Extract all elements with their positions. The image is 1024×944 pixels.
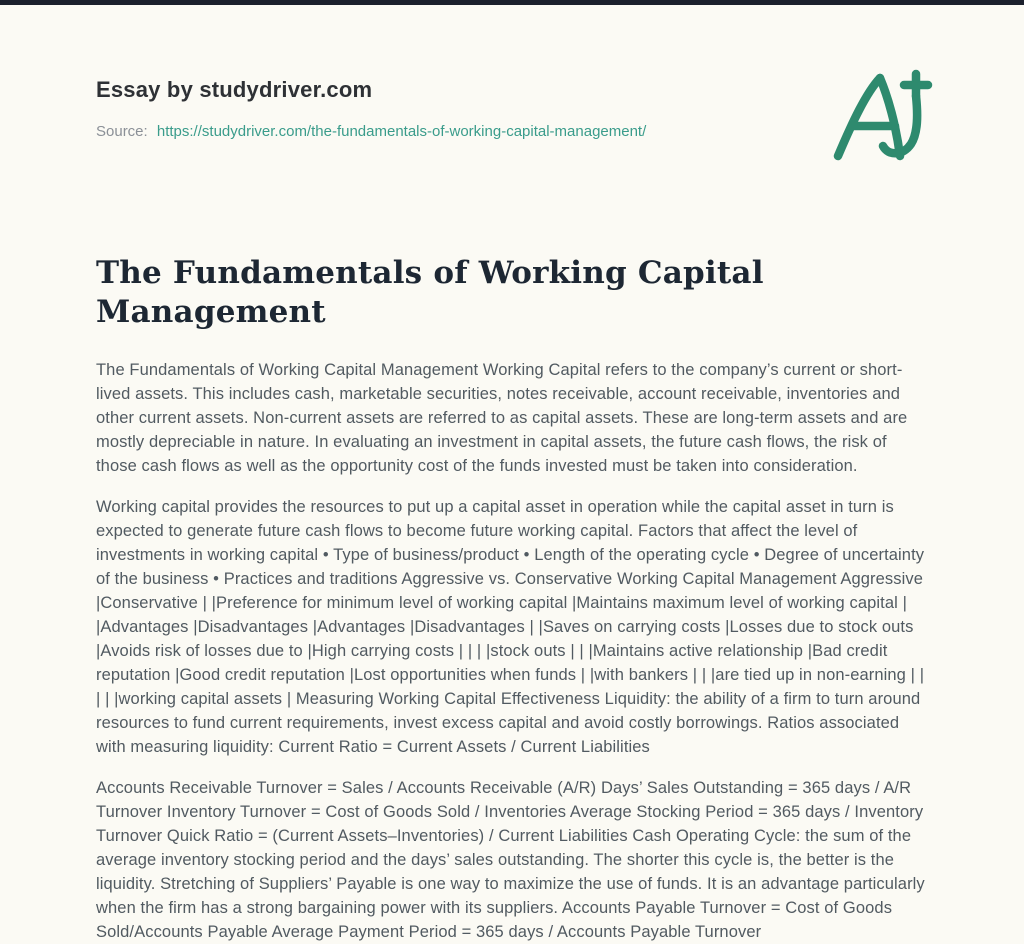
page-title: The Fundamentals of Working Capital Management	[96, 255, 764, 330]
paragraph: Working capital provides the resources to put up a capital asset in operation while the capital asset in turn is expected to generate future cash flows to become future working capital. Factors that affect the level of investments in working capital • Type of business/product • Length of the operating cycle • Degree of uncertainty of the business • Practices and traditions Aggressive vs. Conservative Working Capital Management Aggressive |Conservative | |Preference for minimum level of working capital |Maintains maximum level of working capital | |Advantages |Disadvantages |Advantages |Disadvantages | |Saves on carrying costs |Losses due to stock outs |Avoids risk of losses due to |High carrying costs | | | |stock outs | | |Maintains active relationship |Bad credit reputation |Good credit reputation |Lost opportunities when funds | |with bankers | | |are tied up in non-earning | | | | |working capital assets | Measuring Working Capital Effectiveness Liquidity: the ability of a firm to turn around resources to fund current requirements, invest excess capital and avoid costly borrowings. Ratios associated with measuring liquidity: Current Ratio = Current Assets / Current Liabilities	[96, 497, 925, 756]
byline: Essay by studydriver.com	[96, 77, 373, 102]
article	[96, 254, 928, 944]
source-link[interactable]: https://studydriver.com/the-fundamentals-of-working-capital-management/	[156, 123, 647, 140]
content-container	[96, 5, 928, 944]
source-label: Source:	[96, 123, 148, 140]
paragraph: The Fundamentals of Working Capital Management Working Capital refers to the company’s current or short-lived assets. This includes cash, marketable securities, notes receivable, account receivable, inventories and other current assets. Non-current assets are referred to as capital assets. These are long-term assets and are mostly depreciable in nature. In evaluating an investment in capital assets, the future cash flows, the risk of those cash flows as well as the opportunity cost of the funds invested must be taken into consideration.	[96, 360, 908, 475]
document-header	[96, 5, 928, 140]
studydriver-logo-icon	[826, 69, 938, 161]
source-line	[96, 123, 928, 140]
paragraph: Accounts Receivable Turnover = Sales / Accounts Receivable (A/R) Days’ Sales Outstanding = 365 days / A/R Turnover Inventory Turnover = Cost of Goods Sold / Inventories Average Stocking Period = 365 days / Inventory Turnover Quick Ratio = (Current Assets–Inventories) / Current Liabilities Cash Operating Cycle: the sum of the average inventory stocking period and the days’ sales outstanding. The shorter this cycle is, the better is the liquidity. Stretching of Suppliers’ Payable is one way to maximize the use of funds. It is an advantage particularly when the firm has a strong bargaining power with its suppliers. Accounts Payable Turnover = Cost of Goods Sold/Accounts Payable Average Payment Period = 365 days / Accounts Payable Turnover	[96, 778, 925, 941]
